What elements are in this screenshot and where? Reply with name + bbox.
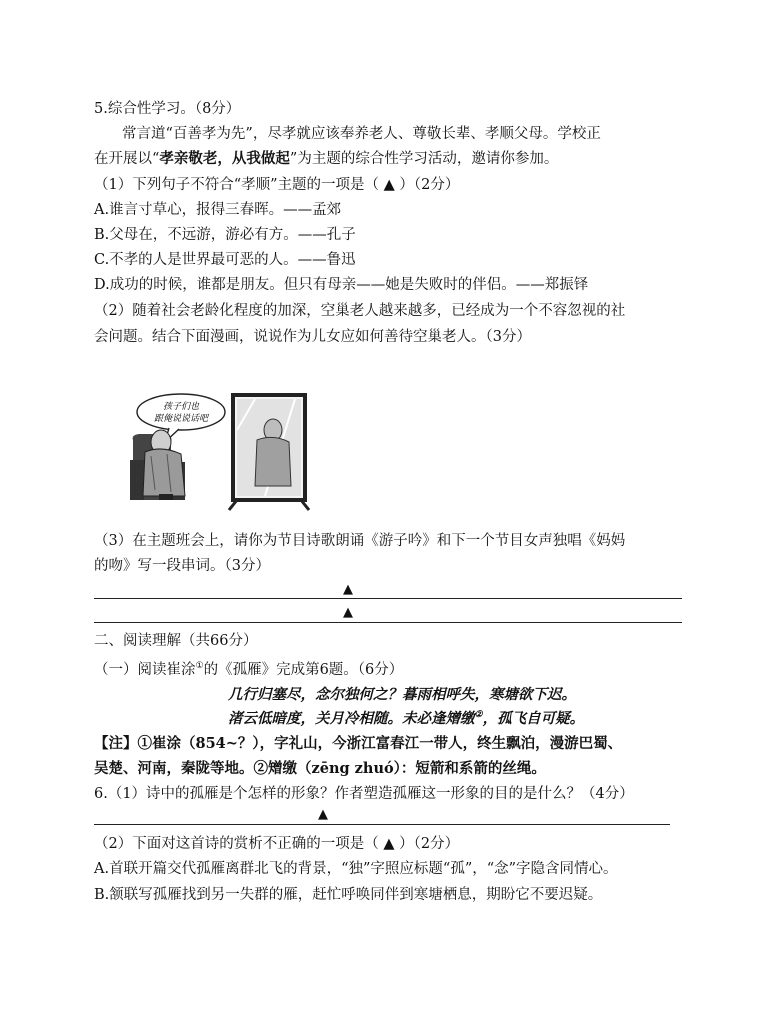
note-line-1: 【注】①崔涂（854~？），字礼山，今浙江富春江一带人，终生飘泊，漫游巴蜀、 (94, 735, 623, 752)
answer-line-3 (94, 824, 670, 825)
q5-option-d: D.成功的时候，谁都是朋友。但只有母亲——她是失败时的伴侣。——郑振铎 (94, 277, 589, 293)
cartoon-illustration (125, 390, 315, 515)
q5-part2-line1: （2）随着社会老龄化程度的加深，空巢老人越来越多，已经成为一个不容忽视的社 (94, 303, 626, 319)
poem-note: ② (474, 710, 483, 721)
intro-text-b: ”为主题的综合性学习活动，邀请你参加。 (289, 151, 559, 167)
sub1-text-b: 的《孤雁》完成第6题。（6分） (203, 661, 404, 678)
bubble-text-1: 孩子们也 (162, 402, 200, 412)
q5-part3-line2: 的吻》写一段串词。（3分） (94, 558, 270, 574)
q5-option-c: C.不孝的人是世界最可恶的人。——鲁迅 (94, 252, 356, 268)
poem-line-2 (228, 707, 584, 728)
intro-text-a: 在开展以“ (94, 151, 160, 167)
q5-option-a: A.谁言寸草心，报得三春晖。——孟郊 (94, 202, 342, 218)
sub1-text-a: （一）阅读崔涂 (94, 661, 196, 678)
section2-subheading (94, 656, 403, 680)
q5-part2-line2: 会问题。结合下面漫画，说说作为儿女应如何善待空巢老人。（3分） (94, 329, 531, 345)
poem-line-1: 几行归塞尽，念尔独何之？暮雨相呼失，寒塘欲下迟。 (228, 686, 576, 703)
q6-option-b: B.颔联写孤雁找到另一失群的雁，赶忙呼唤同伴到寒塘栖息，期盼它不要迟疑。 (94, 887, 603, 903)
bubble-text-2: 跟俺说说话吧 (153, 414, 209, 424)
section2-heading: 二、阅读理解（共66分） (94, 633, 258, 649)
q5-option-b: B.父母在，不远游，游必有方。——孔子 (94, 227, 356, 243)
theme-text: 孝亲敬老，从我做起 (159, 150, 290, 167)
q6-part1: 6.（1）诗中的孤雁是个怎样的形象？作者塑造孤雁这一形象的目的是什么？（4分） (94, 786, 634, 802)
q5-heading: 5.综合性学习。（8分） (94, 101, 241, 117)
poem-line-2a: 渚云低暗度，关月冷相随。未必逢矰缴 (228, 710, 475, 727)
q6-part2: （2）下面对这首诗的赏析不正确的一项是（ ▲ ）（2分） (94, 836, 460, 852)
q5-part1-question: （1）下列句子不符合“孝顺”主题的一项是（ ▲ ）（2分） (94, 177, 460, 193)
q5-intro-line2 (94, 149, 558, 169)
q5-part3-line1: （3）在主题班会上，请你为节目诗歌朗诵《游子吟》和下一个节目女声独唱《妈妈 (94, 533, 626, 549)
answer-mark-2: ▲ (343, 605, 353, 620)
answer-mark-3: ▲ (318, 807, 328, 822)
sub1-note: ① (195, 661, 204, 671)
answer-line-2 (94, 622, 682, 623)
q5-intro-line1: 常言道“百善孝为先”，尽孝就应该奉养老人、尊敬长辈、孝顺父母。学校正 (122, 126, 601, 142)
note-line-2: 吴楚、河南，秦陇等地。②矰缴（zēng zhuó）：短箭和系箭的丝绳。 (94, 760, 546, 777)
poem-line-2b: ，孤飞自可疑。 (482, 710, 585, 727)
answer-line-1 (94, 598, 682, 599)
q6-option-a: A.首联开篇交代孤雁离群北飞的背景，“独”字照应标题“孤”，“念”字隐含同情心。 (94, 861, 618, 877)
answer-mark-1: ▲ (343, 582, 353, 597)
